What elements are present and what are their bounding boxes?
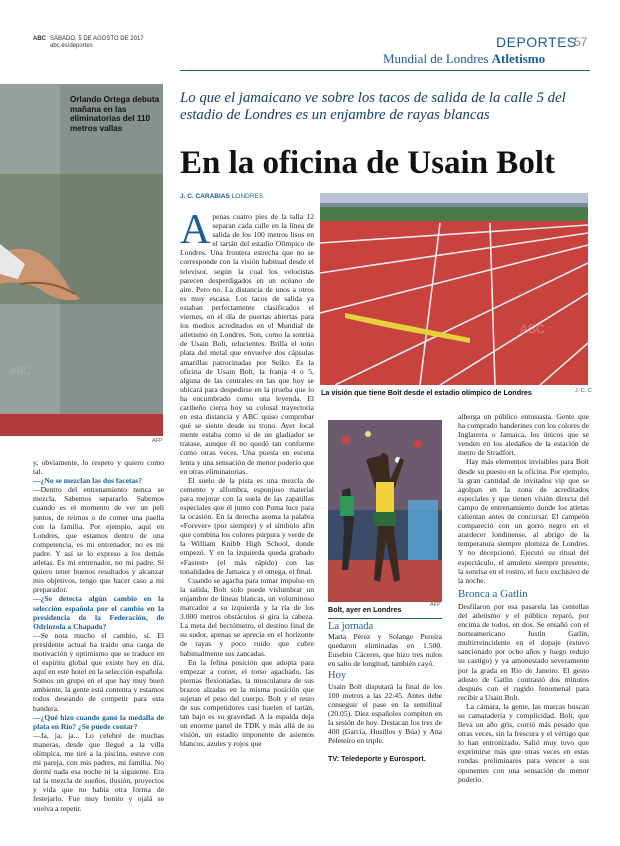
info-box: La jornada Marta Pérez y Solange Pereira quedaron eliminadas en 1.500. Eusebio Cáceres, que hizo tres nulos en salto de longitud, también cayó. Hoy Usain Bolt disputará la final de los 100 metros a las 22:45. Antes debe conseguir el pase en la semifinal (20.05). Diez españoles compiten en la sesión de hoy. Destacan los tres de 400 (García, Husillos y Búa) y Ana Peleteiro en triple. TV: Teledeporte y Eurosport. xyxy=(328,621,442,764)
jornada-heading: La jornada xyxy=(328,621,374,632)
track-photo-caption: La visión que tiene Bolt desde el estadio olímpico de Londres xyxy=(321,388,532,397)
paper-name: ABC xyxy=(33,36,46,42)
article-headline: En la oficina de Usain Bolt xyxy=(180,145,555,181)
track-photo-credit: J. C. C xyxy=(575,388,592,394)
bolt-photo-credit: AFP xyxy=(430,602,441,608)
question: —¿Qué hizo cuando ganó la medalla de plata en Río? ¿Se puede contar? xyxy=(33,712,164,731)
article-column-3: alberga un público entusiasta. Gente que ha comprado banderines con los colores de Inglaterra o Jamaica, los únicos que se venden en los aledaños de la estación de metro de Stradfort. Hay más elementos invisibles para Bolt desde su puesto en la oficina. Por ejemplo, la gran cantidad de invitados vip que se agolpan en la zona de acreditados especiales y que tienen visión directa del campo de entrenamiento donde los atletas calientan antes de concursar. El campeón compareció con un gorro negro en el atardecer londinense, al abrigo de la temperatura siempre plomiza de Londres. Y no decepcionó. Ejecutó su ritual del espectáculo, el amuleto siempre presente, la sonrisa en el rostro, el foco exclusivo de la noche. Bronca a Gatlin Desfilaron por esa pasarela las centellas del atletismo y el público reparó, por encima de todos, en dos. Se ensañó con el norteamericano Justin Gatlin, multirreincidente en el dopaje (estuvo sancionado por ocho años y luego redujo su castigo) y ya amonestado severamente por la grada en Río de Janeiro. El gesto adusto de Gatlin contrastó dos minutos después con el rugido fenomenal para recibir a Usain Bolt. La cámara, la gente, las marcas buscan su camaradería y complicidad. Bolt, que lleva un año gris, corrió más pesado que otras veces, sin la frescura y el vértigo que lo han entronizado. Salió muy tuvo que exprimirse más que otras veces en estas rondas preliminares para vencer a sus oponentes con una sensación de menor poderío. xyxy=(458,412,589,784)
bolt-photo xyxy=(328,420,442,602)
track-photo xyxy=(320,193,588,385)
svg-text:ABC: ABC xyxy=(520,322,545,336)
svg-text:ABC: ABC xyxy=(10,366,31,377)
bolt-photo-caption: Bolt, ayer en Londres xyxy=(328,605,402,614)
question: —¿Se detecta algún cambio en la selección española por el cambio en la presidencia de la Federación, de Odriozola a Chapado? xyxy=(33,594,164,631)
photo-credit: AFP xyxy=(152,438,163,444)
question: —¿No se mezclan las dos facetas? xyxy=(33,476,143,486)
hoy-heading: Hoy xyxy=(328,670,347,682)
photo-caption: Orlando Ortega debuta mañana en las eliminatorias del 110 metros vallas xyxy=(70,95,160,133)
article-kicker: Lo que el jamaicano ve sobre los tacos de salida de la calle 5 del estadio de Londres es un enjambre de rayas blancas xyxy=(180,90,566,123)
article-byline: J. C. CARABIAS LONDRES xyxy=(180,193,264,200)
section-web: abc.es/deportes xyxy=(50,43,93,49)
issue-date: SÁBADO, 5 DE AGOSTO DE 2017 xyxy=(50,36,144,42)
tv-info: TV: Teledeporte y Eurosport. xyxy=(328,754,426,764)
gatlin-heading: Bronca a Gatlin xyxy=(458,587,528,600)
section-title: DEPORTES xyxy=(496,34,577,50)
drop-cap: A xyxy=(180,212,211,253)
page-number: 57 xyxy=(574,35,588,49)
interview-column: y, obviamente, lo respeto y quiero como tal. —¿No se mezclan las dos facetas? —Dentro del entrenamiento nunca se mezcla. Sabemos separarlo. Sabemos cuando es el momento de ver un peli juntos, de reírnos o de comer una paella con la familia. Por ejemplo, aquí en Londres, que estamos dentro de una competencia, es mi entrenador, no es mi padre. Y así se lo expreso a los demás atletas. Es mi entrenador, no mi padre. Si quiero tener buenos resultados y alcanzar mis objetivos, tengo que hacer caso a mi preparador. —¿Se detecta algún cambio en la selección española por el cambio en la presidencia de la Federación, de Odriozola a Chapado? —Se nota mucho el cambio, sí. El presidente actual ha traído una carga de motivación y optimismo que se traduce en el espíritu global que existe hoy en día, aquí en este hotel en la selección española. Somos un grupo en el que hay muy buen ambiente, la gente está contenta y estamos todos deseando de competir para esta bandera. —¿Qué hizo cuando ganó la medalla de plata en Río? ¿Se puede contar? —Ja, ja, ja... Lo celebré de muchas maneras, desde que llegué a la villa olímpica, me tiré a la piscina, estuve con mi pareja, con mis padres, mi familia. No dormí nada esa noche ni la siguiente. Era tal la mezcla de sueños, ilusión, proyectos y vida que no había otra forma de festejarlo. Fue muy bonito y ojalá se vuelva a repetir. xyxy=(33,458,164,813)
article-column-1: A penas cuatro pies de la talla 12 separan cada calle en la línea de salida de los 100 metros lisos en el tartán del estadio Olímpico de Londres. Una frontera estrecha que no se corresponde con la visión habitual desde el televisor, según la cual los velocistas parecen desperdigados en un océano de aire. Pero no. La distancia de unos a otros es muy escasa. Los tacos de salida ya estaban perfectamente clasificados el viernes, en el día de puertas abiertas para los medios acreditados en el Mundial de atletismo en Londres. Son, como la sonrisa de Usain Bolt, relucientes. Brilla el tono plata del metal que envuelve dos cápsulas amarillas patrocinadas por Seiko. Es la oficina de Usain Bolt, la franja 4 o 5, alguna de las centrales en las que hoy se ubicará para despedirse en la prueba que lo ha encumbrado como una leyenda. El caribeño cierra hoy su colosal trayectoria en esta distancia y ABC quiso comprobar qué se siente desde su trono. Ayer local mente estaba como si de un gladiador se tratase, aunque él no quedó tan conforme como otras veces. Una puesta en escena lenta y una sensación de menor poderío que en otras eliminatorias. El suelo de la pista es una mezcla de cemento y alfombra, esponjoso material para mejorar con la suela de las zapatillas especiales que él junto con Puma luce para la ocasión. En la derecha asoma la palabra «Forever» (por siempre) y el símbolo afín que combina los colores púrpura y verde de la William Knibb High School, donde empezó. Y en la izquierda queda grabado «Fastest» (el más rápido) con las tonalidades de Jamaica y el omega, el final. Cuando se agacha para tomar impulso en la salida, Bolt solo puede vislumbrar un enjambre de líneas blancas, un voluminoso marcador a su izquierda y la ría de los 3.000 metros obstáculos si gira la cabeza. La meta del hectómetro, el destino final de su sudor, apenas se aprecia en el horizonte de rayas y poco ruido que cubre habitualmente sus zancadas. En la felina posición que adopta para empezar a correr, el torso agachado, las piernas flexionadas, la musculatura de sus brazos alzadas en la misma posición que sujetan el peso del cuerpo, Bolt y el resto de sus competidores casi huelen el tartán, tan bajo es su gravedad. A la espalda deja un enorme panel de TDK y más allá de su visión, un estadio imponente de asientos blancos, azules y rojos que xyxy=(180,212,314,749)
subsection-title: Mundial de Londres Atletismo xyxy=(383,51,546,66)
orlando-ortega-photo xyxy=(0,84,163,436)
